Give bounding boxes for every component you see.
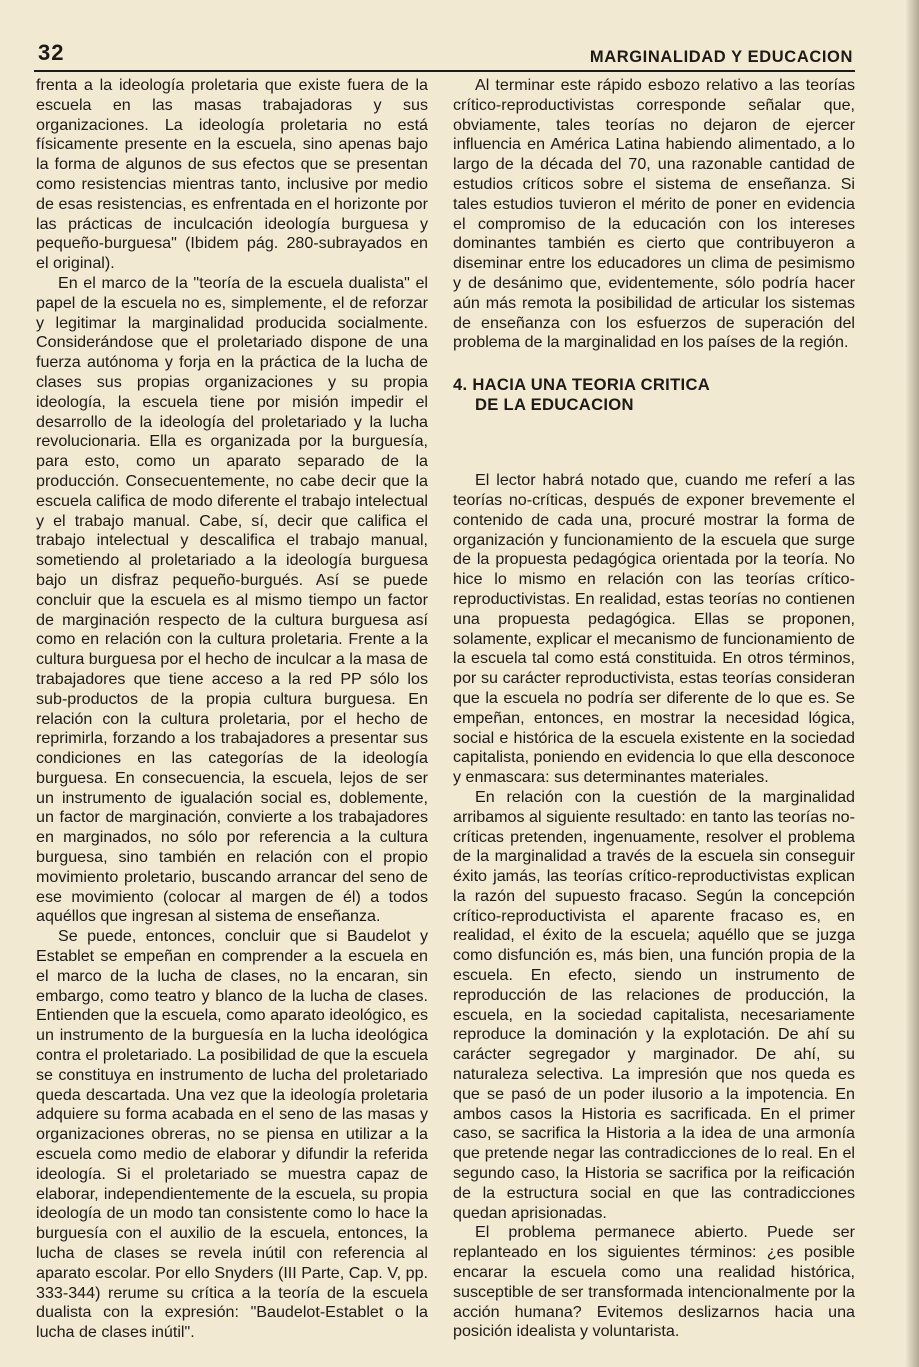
section-heading	[453, 375, 855, 415]
paragraph: frenta a la ideología proletaria que existe fuera de la escuela en las masas trabajadoras y sus organizaciones. La ideología proletaria no está físicamente presente en la escuela, sino apenas bajo la forma de algunos de sus efectos que se presentan como resistencias mientras tanto, inclusive por medio de esas resistencias, es enfrentada en el horizonte por las prácticas de inculcación ideología burguesa y pequeño-burguesa" (Ibidem pág. 280-subrayados en el original).	[36, 76, 428, 273]
paragraph: En el marco de la "teoría de la escuela dualista" el papel de la escuela no es, simplemente, el de reforzar y legitimar la marginalidad producida socialmente. Considerándose que el proletariado dispone de una fuerza autónoma y forja en la práctica de la lucha de clases sus propias organizaciones y su propia ideología, la escuela tiene por misión impedir el desarrollo de la ideología del proletariado y la lucha revolucionaria. Ella es organizada por la burguesía, para esto, como un aparato separado de la producción. Consecuentemente, no cabe decir que la escuela califica de modo diferente el trabajo intelectual y el trabajo manual. Cabe, sí, decir que califica el trabajo intelectual y descalifica el trabajo manual, sometiendo al proletariado a la ideología burguesa bajo un disfraz pequeño-burgués. Así se puede concluir que la escuela es al mismo tiempo un factor de marginación respecto de la cultura burguesa así como en relación con la cultura proletaria. Frente a la cultura burguesa por el hecho de inculcar a la masa de trabajadores que tiene acceso a la red PP sólo los sub-productos de la propia cultura burguesa. En relación con la cultura proletaria, por el hecho de reprimirla, forzando a los trabajadores a presentar sus condiciones en las categorías de la ideología burguesa. En consecuencia, la escuela, lejos de ser un instrumento de igualación social es, doblemente, un factor de marginación, convierte a los trabajadores en marginados, no sólo por referencia a la cultura burguesa, sino también en relación con el propio movimiento proletario, buscando arrancar del seno de ese movimiento (colocar al margen de él) a todos aquéllos que ingresan al sistema de enseñanza.	[36, 273, 428, 926]
paragraph: Se puede, entonces, concluir que si Baudelot y Establet se empeñan en comprender a la escuela en el marco de la lucha de clases, no la encaran, sin embargo, como teatro y blanco de la lucha de clases. Entienden que la escuela, como aparato ideológico, es un instrumento de la burguesía en la lucha ideológica contra el proletariado. La posibilidad de que la escuela se constituya en instrumento de lucha del proletariado queda descartada. Una vez que la ideología proletaria adquiere su forma acabada en el seno de las masas y organizaciones obreras, no se piensa en utilizar a la escuela como medio de elaborar y difundir la referida ideología. Si el proletariado se muestra capaz de elaborar, independientemente de la escuela, su propia ideología de un modo tan consistente como lo hace la burguesía con el auxilio de la escuela, entonces, la lucha de clases se revela inútil con referencia al aparato escolar. Por ello Snyders (III Parte, Cap. V, pp. 333-344) rerume su crítica a la teoría de la escuela dualista con la expresión: "Baudelot-Establet o la lucha de clases inútil".	[36, 927, 428, 1342]
page-number: 32	[38, 40, 65, 65]
section-heading-line: DE LA EDUCACION	[475, 395, 634, 415]
running-title: MARGINALIDAD Y EDUCACION	[589, 48, 853, 66]
paragraph: El problema permanece abierto. Puede ser replanteado en los siguientes términos: ¿es posible encarar la escuela como una realidad histórica, susceptible de ser transformada intencionalmente por la acción humana? Evitemos deslizarnos hacia una posición idealista y voluntarista.	[453, 1223, 855, 1341]
paragraph: El lector habrá notado que, cuando me referí a las teorías no-críticas, después de exponer brevemente el contenido de cada una, procuré mostrar la forma de organización y funcionamiento de la escuela que surge de la propuesta pedagógica orientada por la teoría. No hice lo mismo en relación con las teorías crítico-reproductivistas. En realidad, estas teorías no contienen una propuesta pedagógica. Ellas se proponen, solamente, explicar el mecanismo de funcionamiento de la escuela tal como está constituida. En otros términos, por su carácter reproductivista, estas teorías consideran que la escuela no podría ser diferente de lo que es. Se empeñan, entonces, en mostrar la necesidad lógica, social e histórica de la escuela existente en la sociedad capitalista, poniendo en evidencia lo que ella desconoce y enmascara: sus determinantes materiales.	[453, 471, 855, 787]
section-heading-line: 4. HACIA UNA TEORIA CRITICA	[453, 375, 711, 395]
paragraph: Al terminar este rápido esbozo relativo a las teorías crítico-reproductivistas corresponde señalar que, obviamente, tales teorías no dejaron de ejercer influencia en América Latina habiendo alimentado, a lo largo de la década del 70, una razonable cantidad de estudios críticos sobre el sistema de enseñanza. Si tales estudios tuvieron el mérito de poner en evidencia el compromiso de la educación con los intereses dominantes también es cierto que contribuyeron a diseminar entre los educadores un clima de pesimismo y de desánimo que, evidentemente, sólo podría hacer aún más remota la posibilidad de articular los sistemas de enseñanza con los esfuerzos de superación del problema de la marginalidad en los países de la región.	[453, 76, 855, 352]
paragraph: En relación con la cuestión de la marginalidad arribamos al siguiente resultado: en tanto las teorías no-críticas pretenden, ingenuamente, resolver el problema de la marginalidad a través de la escuela sin conseguir éxito jamás, las teorías crítico-reproductivistas explican la razón del supuesto fracaso. Según la concepción crítico-reproductivista el aparente fracaso es, en realidad, el éxito de la escuela; aquéllo que se juzga como disfunción es, más bien, una función propia de la escuela. En efecto, siendo un instrumento de reproducción de las relaciones de producción, la escuela, en la sociedad capitalista, necesariamente reproduce la dominación y la explotación. De ahí su carácter segregador y marginador. De ahí, su naturaleza selectiva. La impresión que nos queda es que se pasó de un poder ilusorio a la impotencia. En ambos casos la Historia es sacrificada. En el primer caso, se sacrifica la Historia a la idea de una armonía que pretende negar las contradicciones de lo real. En el segundo caso, la Historia se sacrifica por la reificación de la estructura social en que las contradicciones quedan aprisionadas.	[453, 787, 855, 1222]
right-column	[453, 76, 855, 1342]
header-rule	[34, 70, 855, 72]
page-edge-shadow	[905, 0, 919, 1367]
left-column	[36, 76, 428, 1343]
